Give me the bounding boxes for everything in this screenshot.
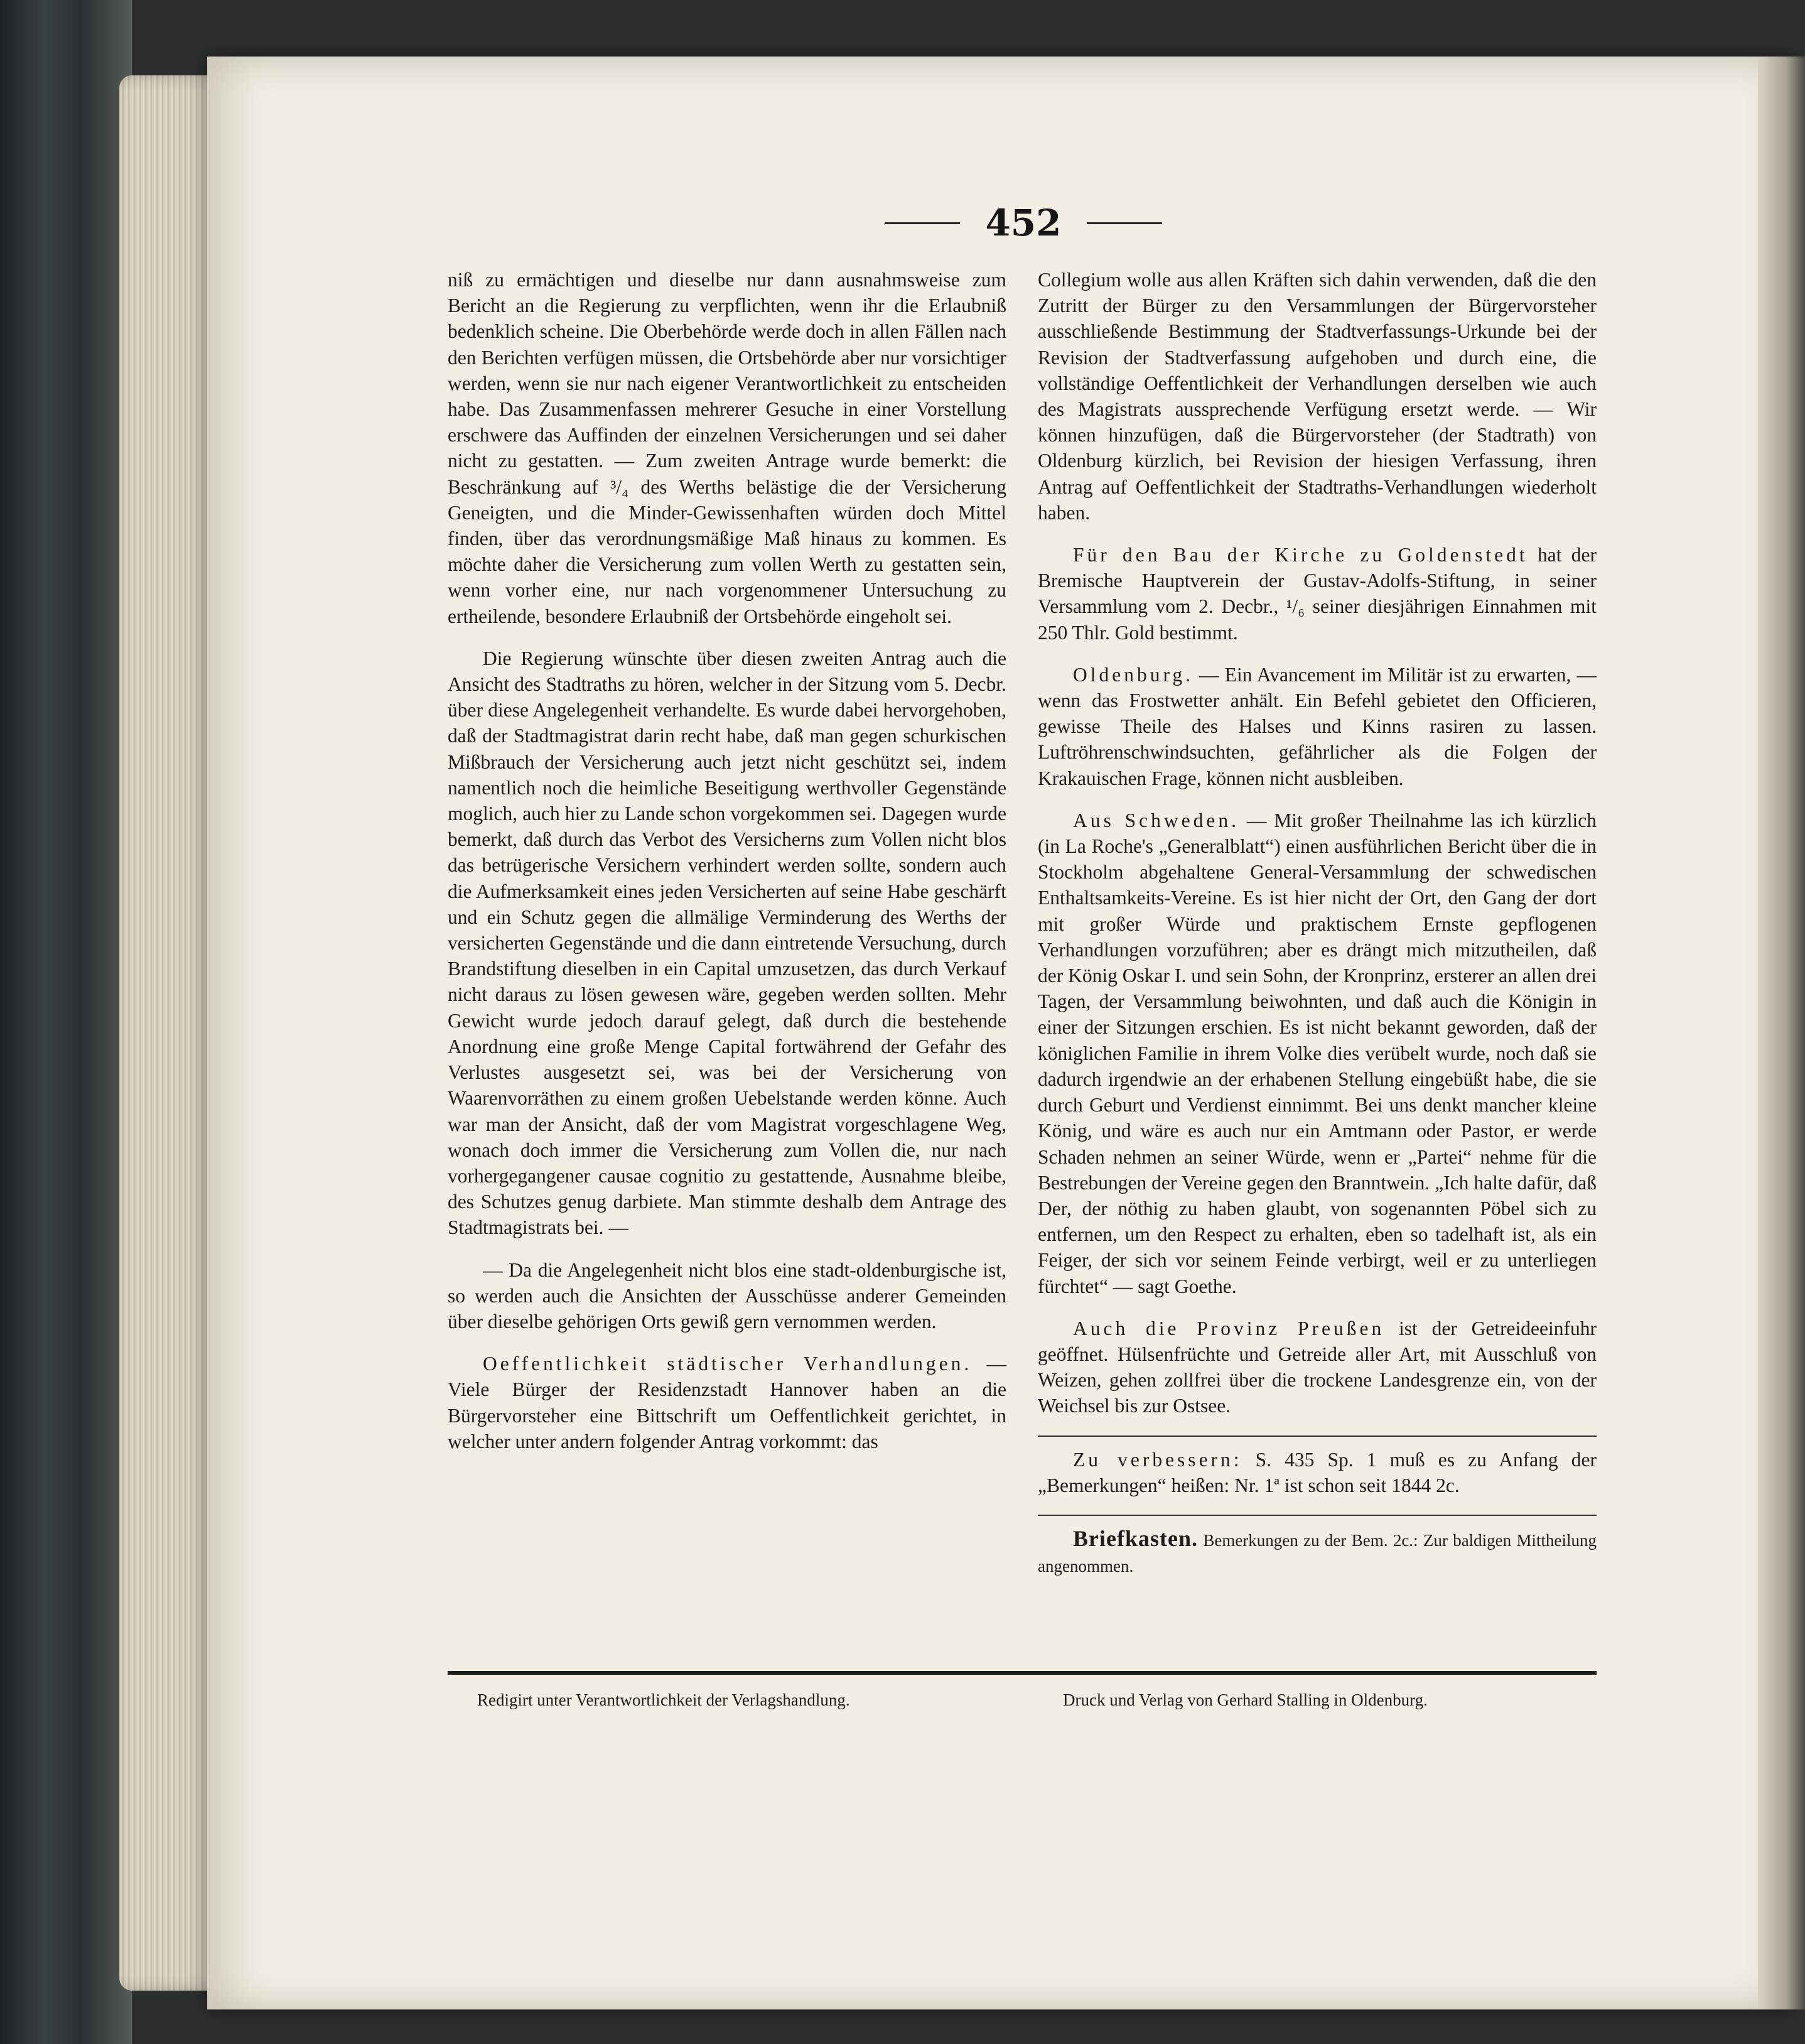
right-paragraph-4-heading: Aus Schweden. [1073, 809, 1239, 831]
right-paragraph-2-text: hat der Bremische Hauptverein der Gustav-Adolfs-Stiftung, in seiner Versammlung vom 2. Decbr., ¹/₆ seiner diesjährigen Einnahmen mit 250 Thlr. Gold bestimmt. [1038, 544, 1597, 644]
footer-editor-note: Redigirt unter Verantwortlichkeit der Verlagshandlung. [477, 1690, 850, 1709]
right-paragraph-4 [1038, 808, 1597, 1299]
left-column [448, 267, 1006, 1471]
left-paragraph-4-heading: Oeffentlichkeit städtischer Verhandlungen. [483, 1353, 973, 1375]
left-paragraph-1: niß zu ermächtigen und dieselbe nur dann ausnahmsweise zum Bericht an die Regierung zu verpflichten, wenn ihr die Erlaubniß bedenklich scheine. Die Oberbehörde werde doch in allen Fällen nach den Berichten verfügen müssen, die Ortsbehörde aber nur vorsichtiger werden, wenn sie nur nach eigener Verantwortlichkeit zu entscheiden habe. Das Zusammenfassen mehrerer Gesuche in einer Vorstellung erschwere das Auffinden der einzelnen Versicherungen und sei daher nicht zu gestatten. — Zum zweiten Antrage wurde bemerkt: die Beschränkung auf ³/₄ des Werths belästige die der Versicherung Geneigten, und die Minder-Gewissenhaften würden doch Mittel finden, über das verordnungsmäßige Maß hinaus zu kommen. Es möchte daher die Versicherung zum vollen Werth zu gestatten sein, wenn vorher eine, nur nach vorgenommener Untersuchung zu ertheilende, besondere Erlaubniß der Ortsbehörde eingeholt sei. [448, 269, 1006, 627]
left-paragraph-2: Die Regierung wünschte über diesen zweiten Antrag auch die Ansicht des Stadtraths zu hören, welcher in der Sitzung vom 5. Decbr. über diese Angelegenheit verhandelte. Es wurde dabei hervorgehoben, daß der Stadtmagistrat darin recht habe, daß man gegen schurkischen Mißbrauch der Versicherung auch jetzt nicht geschützt sei, indem namentlich noch die heimliche Beseitigung werthvoller Gegenstände moglich, auch hier zu Lande schon vorgekommen sei. Dagegen wurde bemerkt, daß durch das Verbot des Versicherns zum Vollen nicht blos das betrügerische Versichern verhindert werden sollte, sondern auch die Aufmerksamkeit eines jeden Versicherten auf seine Habe geschärft und ein Schutz gegen die allmälige Verminderung des Werths der versicherten Gegenstände und die dann eintretende Versuchung, durch Brandstiftung dieselben in ein Capital umzusetzen, das durch Verkauf nicht daraus zu lösen gewesen wäre, gegeben werden sollten. Mehr Gewicht wurde jedoch darauf gelegt, daß durch die bestehende Anordnung eine große Menge Capital fortwährend der Gefahr des Verlustes ausgesetzt sei, was bei der Versicherung von Waarenvorräthen zu einem großen Uebelstande werden könne. Auch war man der Ansicht, daß der vom Magistrat vorgeschlagene Weg, wonach doch immer die Versicherung zum Vollen die, nur nach vorhergegangener causae cognitio zu gestattende, Ausnahme bleibe, des Schutzes genug darbiete. Man stimmte deshalb dem Antrage des Stadtmagistrats bei. — [448, 647, 1006, 1239]
right-paragraph-1: Collegium wolle aus allen Kräften sich dahin verwenden, daß die den Zutritt der Bürger zu den Versammlungen der Bürgervorsteher ausschließende Bestimmung der Stadtverfassungs-Urkunde bei der Revision der Stadtverfassung aufgehoben und durch eine, die vollständige Oeffentlichkeit der Verhandlungen derselben wie auch des Magistrats aussprechende Verfügung ersetzt werde. — Wir können hinzufügen, daß die Bürgervorsteher (der Stadtrath) von Oldenburg kürzlich, bei Revision der hiesigen Verfassung, ihren Antrag auf Oeffentlichkeit der Stadtraths-Verhandlungen wiederholt haben. [1038, 269, 1597, 524]
right-paragraph-5-heading: Auch die Provinz Preußen [1073, 1317, 1385, 1339]
right-paragraph-5-text: ist der Getreideeinfuhr geöffnet. Hülsenfrüchte und Getreide aller Art, mit Ausschluß von Weizen, gehen zollfrei über die trockene Landesgrenze ein, von der Weichsel bis zur Ostsee. [1038, 1317, 1597, 1417]
right-paragraph-4-text: — Mit großer Theilnahme las ich kürzlich (in La Roche's „Generalblatt“) einen ausführlichen Bericht über die in Stockholm abgehaltene General-Versammlung der schwedischen Enthaltsamkeits-Vereine. Es ist hier nicht der Ort, den Gang der dort mit großer Würde und praktischem Ernste gepflogenen Verhandlungen vorzuführen; aber es drängt mich mitzutheilen, daß der König Oskar I. und sein Sohn, der Kronprinz, ersterer an allen drei Tagen, der Versammlung beiwohnten, und daß auch die Königin in einer der Sitzungen erschien. Es ist nicht bekannt geworden, daß der königlichen Familie in ihrem Volke dies verübelt wurde, noch daß sie dadurch irgendwie an der erhabenen Stellung eingebüßt habe, die sie durch Geburt und Verdienst einnimmt. Bei uns denkt mancher kleine König, und wäre es auch nur ein Amtmann oder Pastor, er werde Schaden nehmen an seiner Würde, wenn er „Partei“ nehme für die Bestrebungen der Vereine gegen den Branntwein. „Ich halte dafür, daß Der, der nöthig zu haben glaubt, von sogenannten Pöbel sich zu entfernen, um den Respect zu erhalten, eben so tadelhaft ist, als ein Feiger, der sich vor seinem Feinde verbirgt, weil er zu unterliegen fürchtet“ — sagt Goethe. [1038, 809, 1597, 1297]
footer-publisher-note: Druck und Verlag von Gerhard Stalling in Oldenburg. [1063, 1690, 1428, 1709]
right-column [1038, 267, 1597, 1596]
page-number: 452 [985, 202, 1062, 244]
page-header [860, 198, 1187, 248]
correction-note [1038, 1447, 1597, 1498]
correction-heading: Zu verbessern: [1073, 1448, 1242, 1471]
left-paragraph-4 [448, 1351, 1006, 1454]
briefkasten-rule [1038, 1515, 1597, 1516]
right-paragraph-3-text: — Ein Avancement im Militär ist zu erwarten, — wenn das Frostwetter anhält. Ein Befehl gebietet den Officieren, gewisse Theile des Halses und Kinns rasiren zu lassen. Luftröhrenschwindsuchten, gefährlicher als die Folgen der Krakauischen Frage, können nicht ausbleiben. [1038, 663, 1597, 789]
briefkasten [1038, 1526, 1597, 1579]
header-rule-right [1087, 222, 1162, 224]
right-paragraph-2-heading: Für den Bau der Kirche zu Goldenstedt [1073, 544, 1528, 566]
right-paragraph-3-heading: Oldenburg. [1073, 663, 1194, 686]
left-paragraph-4-text: — Viele Bürger der Residenzstadt Hannover haben an die Bürgervorsteher eine Bittschrift um Oeffentlichkeit gerichtet, in welcher unter andern folgender Antrag vorkommt: das [448, 1353, 1006, 1452]
left-paragraph-3: — Da die Angelegenheit nicht blos eine stadt-oldenburgische ist, so werden auch die Ansichten der Ausschüsse anderer Gemeinden über dieselbe gehörigen Orts gewiß gern vernommen werden. [448, 1258, 1006, 1333]
footer-rule [448, 1671, 1597, 1675]
right-paragraph-5 [1038, 1316, 1597, 1419]
briefkasten-text: Bemerkungen zu der Bem. 2c.: Zur baldigen Mittheilung angenommen. [1038, 1530, 1597, 1576]
book-spine [0, 0, 132, 2044]
right-paragraph-2 [1038, 542, 1597, 646]
correction-text: S. 435 Sp. 1 muß es zu Anfang der „Bemerkungen“ heißen: Nr. 1ª ist schon seit 1844 2c. [1038, 1448, 1597, 1496]
header-rule-left [885, 222, 960, 224]
briefkasten-title: Briefkasten. [1073, 1525, 1198, 1551]
correction-rule [1038, 1436, 1597, 1437]
book-right-edge [1758, 57, 1805, 2009]
right-paragraph-3 [1038, 662, 1597, 791]
